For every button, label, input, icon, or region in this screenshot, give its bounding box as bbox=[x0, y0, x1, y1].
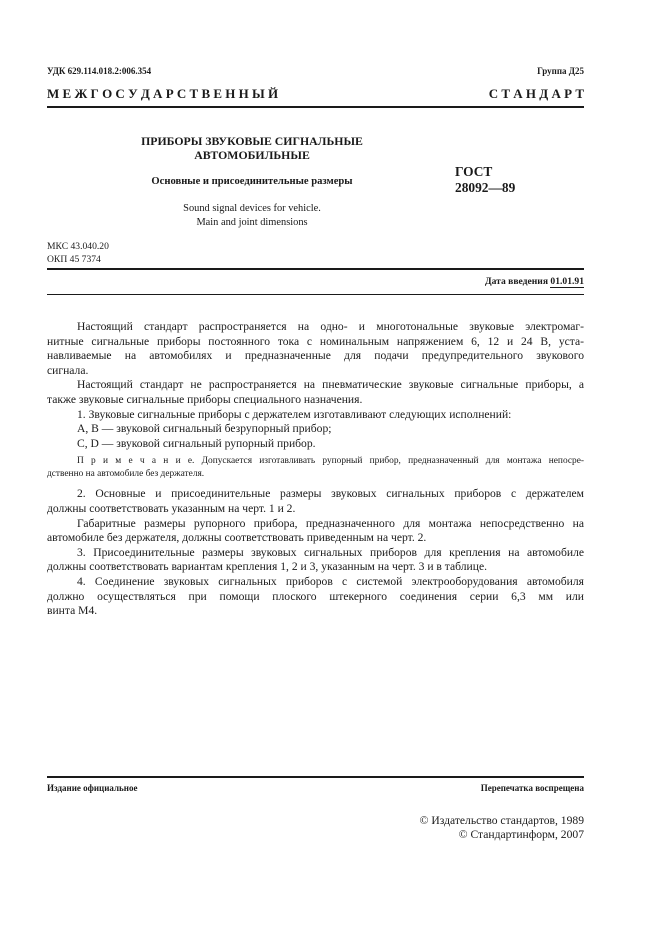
copyright-2007: © Стандартинформ, 2007 bbox=[458, 828, 584, 841]
date-rule bbox=[47, 294, 584, 295]
gost-designation bbox=[455, 164, 515, 196]
item-4-line-3: винта М4. bbox=[47, 604, 98, 618]
intro-date-label: Дата введения bbox=[484, 276, 549, 287]
item-1-c: С, D — звуковой сигнальный рупорный прибор. bbox=[77, 436, 316, 450]
item-2-line-1: 2. Основные и присоединительные размеры звуковых сигнальных приборов с держателем bbox=[77, 487, 584, 501]
item-4-line-1: 4. Соединение звуковых сигнальных приборов с системой электрооборудования автомобиля bbox=[77, 574, 584, 588]
intro-date-value: 01.01.91 bbox=[550, 276, 584, 287]
top-rule bbox=[47, 106, 584, 108]
item-3-line-1: 3. Присоединительные размеры звуковых сигнальных приборов для крепления на автомобиле bbox=[77, 545, 584, 559]
english-title-line-1: Sound signal devices for vehicle. bbox=[183, 203, 321, 214]
p1-line-4: сигнала. bbox=[47, 363, 89, 377]
item-3-line-2: должны соответствовать вариантам крепления 1, 2 и 3, указанным на черт. 3 и в таблице. bbox=[47, 560, 488, 574]
p2-line-1: Настоящий стандарт не распространяется на пневматические звуковые сигнальные приборы, а bbox=[77, 378, 584, 392]
note-line-2: дственно на автомобиле без держателя. bbox=[47, 469, 205, 480]
heading-word-standard: С Т А Н Д А Р Т bbox=[488, 86, 584, 101]
item-2b-line-2: автомобиле без держателя, должны соответствовать приведенным на черт. 2. bbox=[47, 531, 427, 545]
document-subtitle: Основные и присоединительные размеры bbox=[151, 176, 353, 187]
item-1: 1. Звуковые сигнальные приборы с держателем изготавливают следующих исполнений: bbox=[77, 407, 512, 421]
body-text bbox=[47, 320, 584, 619]
note-line-1 bbox=[47, 455, 584, 468]
p1-line-1: Настоящий стандарт распространяется на одно- и многотональные звуковые электромаг- bbox=[77, 320, 584, 333]
english-title bbox=[110, 202, 394, 230]
gost-number: 28092—89 bbox=[455, 180, 516, 195]
interstate-standard-heading bbox=[47, 86, 584, 102]
item-1-a: А, В — звуковой сигнальный безрупорный прибор; bbox=[77, 422, 332, 436]
mks-code: МКС 43.040.20 bbox=[47, 241, 109, 252]
title-line-2: АВТОМОБИЛЬНЫЕ bbox=[194, 148, 310, 162]
document-title bbox=[110, 134, 394, 162]
group-code: Группа Д25 bbox=[537, 66, 584, 76]
p1-line-2: нитные сигнальные приборы постоянного тока с номинальным напряжением 6, 12 и 24 В, уста- bbox=[47, 334, 584, 348]
heading-word-interstate: М Е Ж Г О С У Д А Р С Т В Е Н Н Ы Й bbox=[47, 86, 279, 101]
middle-rule bbox=[47, 268, 584, 270]
note-text: Допускается изготавливать рупорный прибор, предназначенный для монтажа непосре- bbox=[201, 456, 584, 467]
p1-line-3: навливаемые на автомобилях и предназначенные для подачи предупредительного звукового bbox=[47, 349, 584, 363]
item-4-line-2: должно осуществляться при помощи плоского штекерного соединения серии 6,3 мм или bbox=[47, 589, 584, 603]
p2-line-2: также звуковые сигнальные приборы специального назначения. bbox=[47, 392, 363, 406]
classification-codes bbox=[47, 240, 109, 266]
item-2b-line-1: Габаритные размеры рупорного прибора, предназначенного для монтажа непосредственно на bbox=[77, 516, 584, 530]
title-line-1: ПРИБОРЫ ЗВУКОВЫЕ СИГНАЛЬНЫЕ bbox=[141, 134, 363, 148]
copyright-block bbox=[420, 814, 584, 842]
official-edition: Издание официальное bbox=[47, 783, 138, 793]
gost-label: ГОСТ bbox=[455, 164, 493, 179]
copyright-1989: © Издательство стандартов, 1989 bbox=[419, 814, 584, 827]
introduction-date bbox=[485, 276, 584, 287]
udc-code: УДК 629.114.018.2:006.354 bbox=[47, 66, 152, 76]
okp-code: ОКП 45 7374 bbox=[47, 254, 101, 265]
reprint-prohibited: Перепечатка воспрещена bbox=[480, 783, 584, 793]
english-title-line-2: Main and joint dimensions bbox=[196, 217, 308, 228]
item-2-line-2: должны соответствовать указанным на черт. 1 и 2. bbox=[47, 501, 296, 515]
footer-rule bbox=[47, 776, 584, 778]
note-prefix: П р и м е ч а н и е. bbox=[77, 456, 195, 467]
